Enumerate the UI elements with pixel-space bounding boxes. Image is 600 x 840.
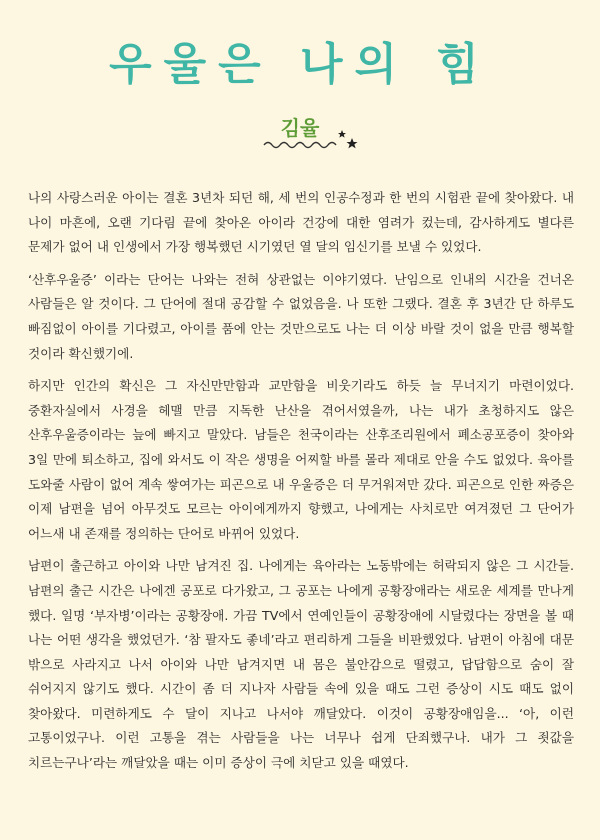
paragraph-1: 나의 사랑스러운 아이는 결혼 3년차 되던 해, 세 번의 인공수정과 한 번의 시험관 끝에 찾아왔다. 내 나이 마흔에, 오랜 기다림 끝에 찾아온 아이라 건강에 대한 염려가 컸는데, 감사하게도 별다른 문제가 없어 내 인생에서 가장 행복했던 시기였던 열 달의 임신기를 보낼 수 있었다. — [28, 190, 574, 255]
author-name: 김율 — [280, 116, 320, 140]
paragraph-3: 하지만 인간의 확신은 그 자신만만함과 교만함을 비웃기라도 하듯 늘 무너지기 마련이었다. 중환자실에서 사경을 헤맬 만큼 지독한 난산을 겪어서였을까, 나는 내가 초청하지도 않은 산후우울증이라는 늪에 빠지고 말았다. 남들은 천국이라는 산후조리원에서 폐소공포증이 찾아와 3일 만에 퇴소하고, 집에 와서도 이 작은 생명을 어찌할 바를 몰라 제대로 안을 수도 없었다. 육아를 도와줄 사람이 없어 계속 쌓여가는 피곤으로 내 우울증은 더 무거워져만 갔다. 피곤으로 인한 짜증은 이제 남편을 넘어 아무것도 모르는 아이에게까지 향했고, 나에게는 사치로만 여겨졌던 그 단어가 어느새 내 존재를 정의하는 단어로 바뀌어 있었다. — [28, 378, 574, 541]
page-title: 우울은 나의 힘 — [109, 39, 491, 90]
paragraph-4: 남편이 출근하고 아이와 나만 남겨진 집. 나에게는 육아라는 노동밖에는 허락되지 않은 그 시간들. 남편의 출근 시간은 나에겐 공포로 다가왔고, 그 공포는 나에게 공황장애라는 새로운 세계를 만나게 했다. 일명 ‘부자병’이라는 공황장애. 가끔 TV에서 연예인들이 공황장애에 시달렸다는 장면을 볼 때 나는 어떤 생각을 했었던가. ‘참 팔자도 좋네’라고 편리하게 그들을 비판했었다. 남편이 아침에 대문 밖으로 사라지고 나서 아이와 나만 남겨지면 내 몸은 불안감으로 떨렸고, 답답함으로 숨이 잘 쉬어지지 않기도 했다. 시간이 좀 더 지나자 사람들 속에 있을 때도 그런 증상이 시도 때도 없이 찾아왔다. 미련하게도 수 달이 지나고 나서야 깨달았다. 이것이 공황장애임을... ‘아, 이런 고통이었구나. 이런 고통을 겪는 사람들을 나는 너무나 쉽게 단죄했구나. 내가 그 죗값을 치르는구나’라는 깨달았을 때는 이미 증상이 극에 치닫고 있을 때였다. — [28, 558, 574, 771]
squiggle-underline-icon — [262, 138, 342, 152]
article-body — [28, 186, 574, 784]
paragraph-2: ‘산후우울증’ 이라는 단어는 나와는 전혀 상관없는 이야기였다. 난임으로 인내의 시간을 건너온 사람들은 알 것이다. 그 단어에 절대 공감할 수 없었음을. 나 또한 그랬다. 결혼 후 3년간 단 하루도 빠짐없이 아이를 기다렸고, 아이를 품에 안는 것만으로도 나는 더 이상 바랄 것이 없을 만큼 행복할 것이라 확신했기에. — [28, 271, 574, 361]
stars-icon — [336, 128, 362, 154]
